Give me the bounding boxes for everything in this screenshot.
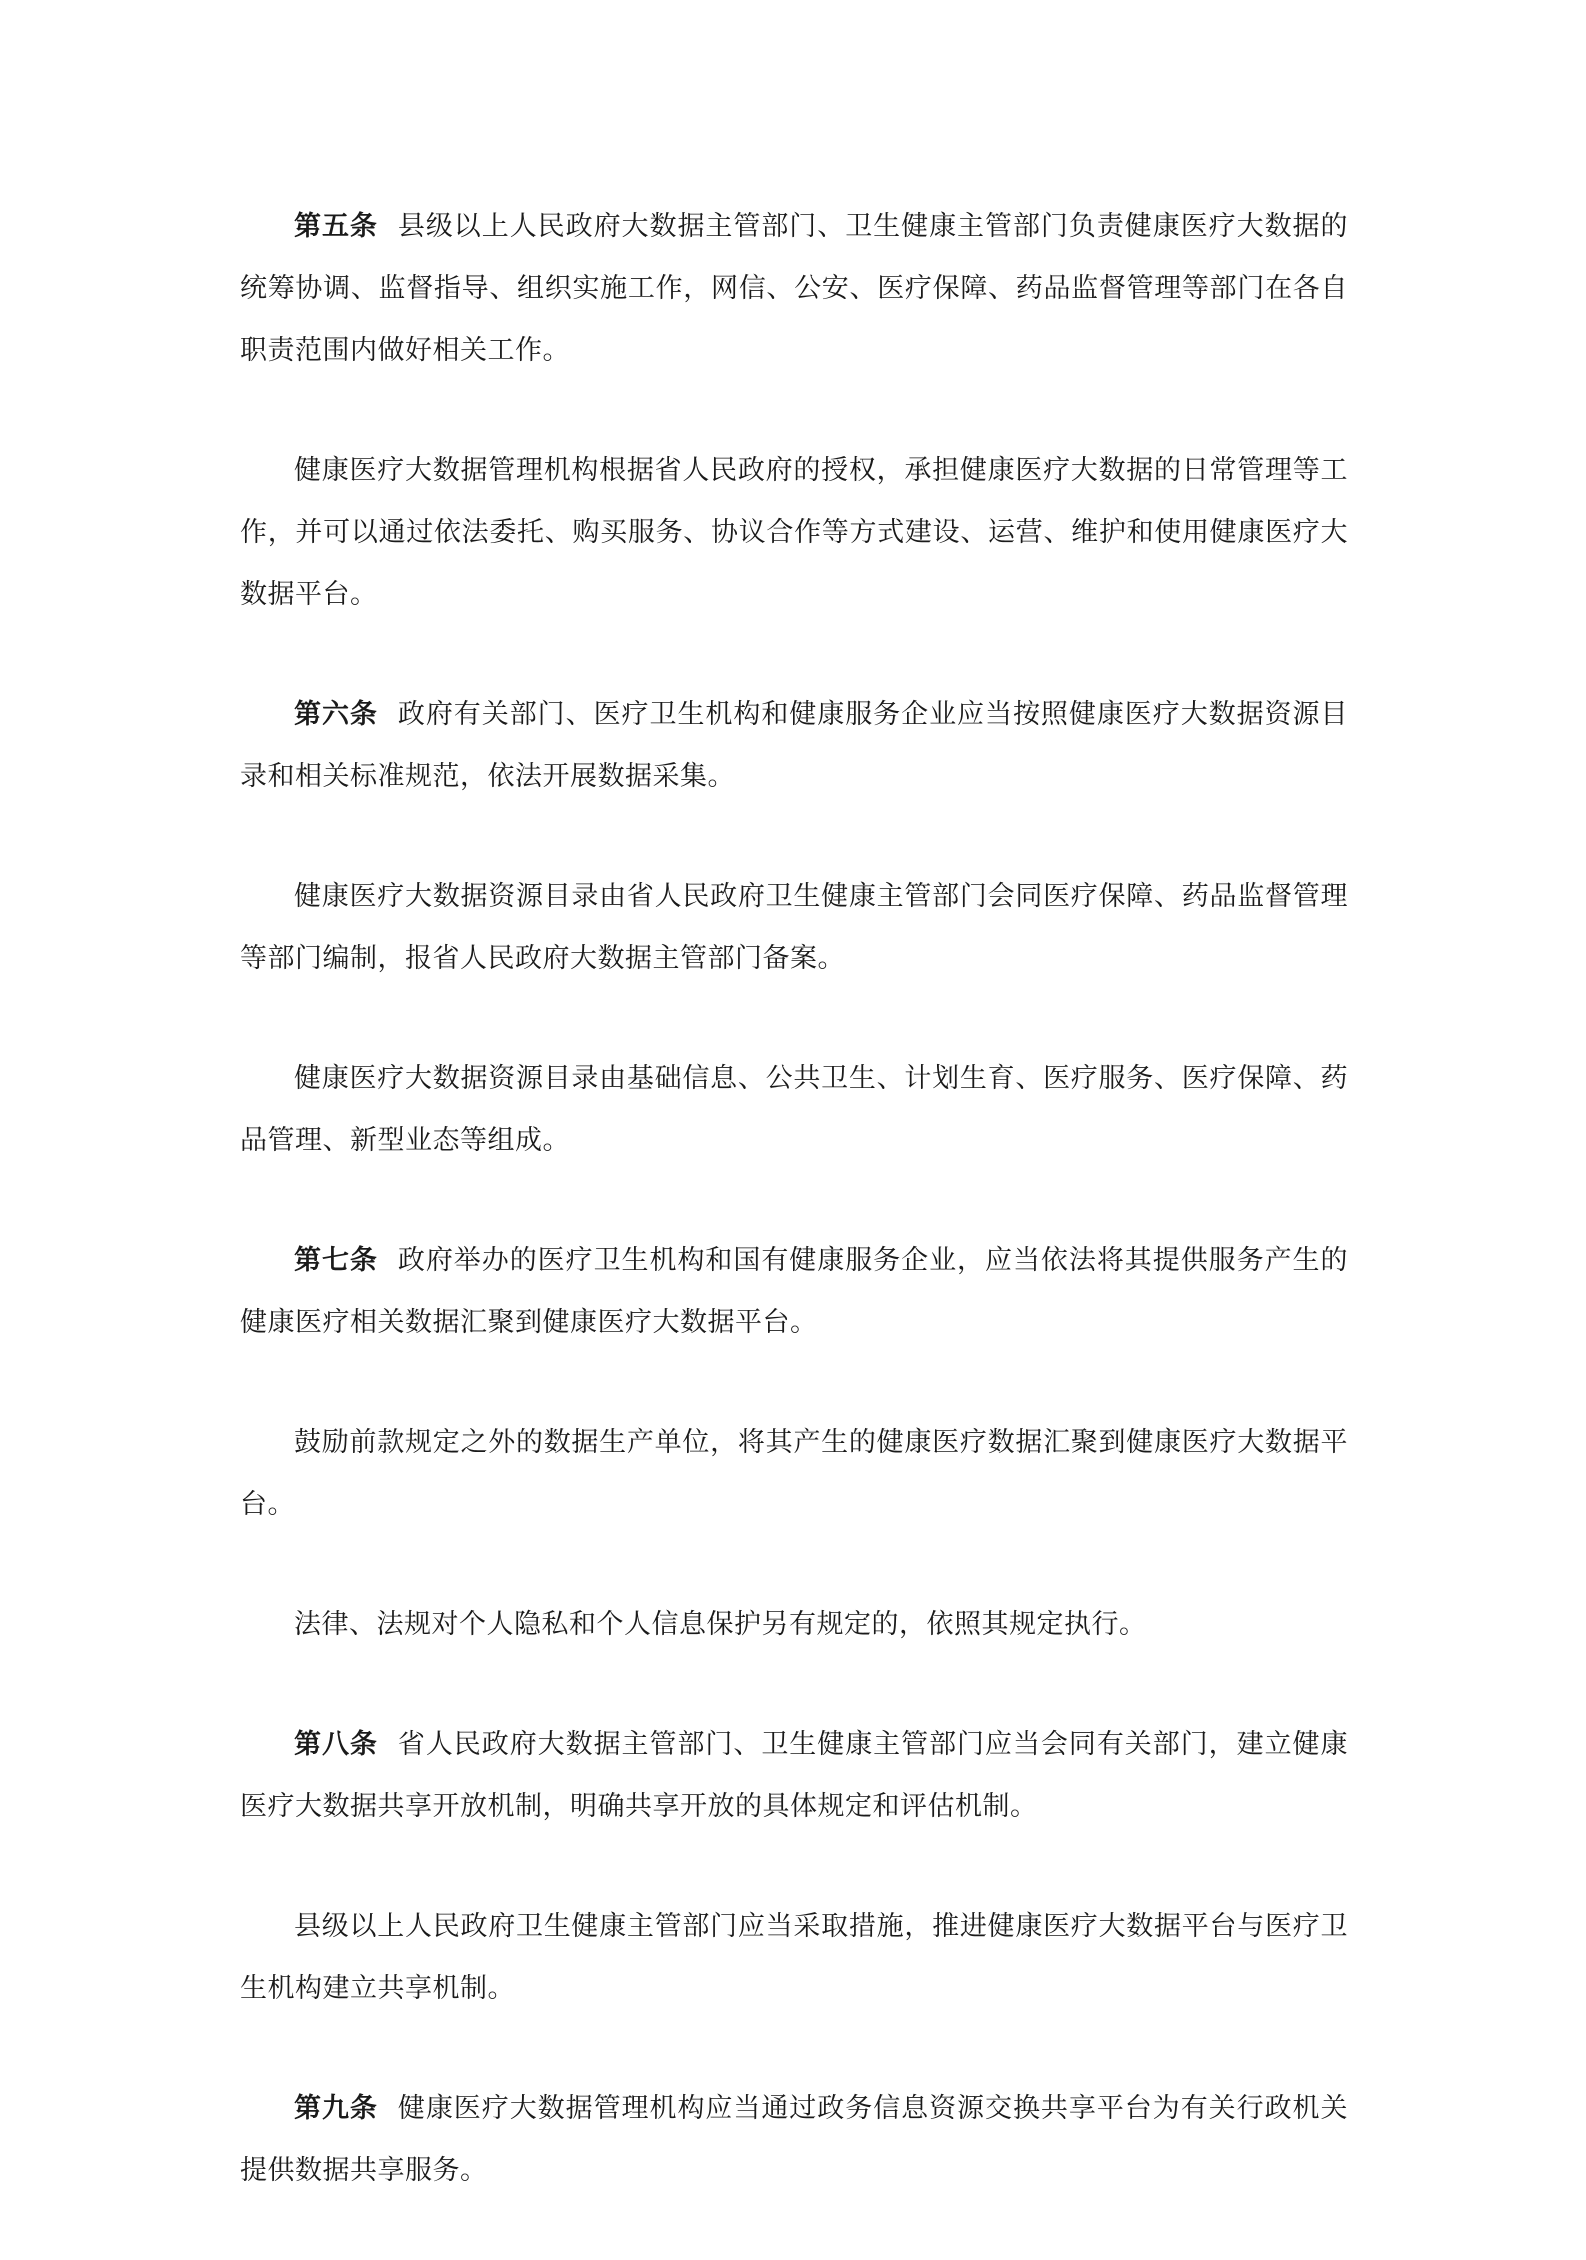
article-number: 第九条 bbox=[294, 2093, 378, 2124]
paragraph-text: 县级以上人民政府大数据主管部门、卫生健康主管部门负责健康医疗大数据的统筹协调、监督指导、组织实施工作，网信、公安、医疗保障、药品监督管理等部门在各自职责范围内做好相关工作。 bbox=[240, 211, 1348, 366]
paragraph-article-8-clause-2 bbox=[240, 1896, 1348, 2020]
paragraph-article-7-clause-3 bbox=[240, 1594, 1348, 1656]
paragraph-text: 政府举办的医疗卫生机构和国有健康服务企业，应当依法将其提供服务产生的健康医疗相关数据汇聚到健康医疗大数据平台。 bbox=[240, 1245, 1348, 1338]
paragraph-text: 健康医疗大数据资源目录由省人民政府卫生健康主管部门会同医疗保障、药品监督管理等部门编制，报省人民政府大数据主管部门备案。 bbox=[240, 881, 1348, 974]
paragraph-article-7-clause-2 bbox=[240, 1412, 1348, 1536]
document-page bbox=[240, 196, 1348, 2260]
paragraph-text: 省人民政府大数据主管部门、卫生健康主管部门应当会同有关部门，建立健康医疗大数据共享开放机制，明确共享开放的具体规定和评估机制。 bbox=[240, 1729, 1348, 1822]
paragraph-article-9 bbox=[240, 2078, 1348, 2202]
article-number: 第五条 bbox=[294, 211, 378, 242]
paragraph-article-7 bbox=[240, 1230, 1348, 1354]
paragraph-text: 县级以上人民政府卫生健康主管部门应当采取措施，推进健康医疗大数据平台与医疗卫生机构建立共享机制。 bbox=[240, 1911, 1348, 2004]
paragraph-article-5 bbox=[240, 196, 1348, 382]
paragraph-article-6 bbox=[240, 684, 1348, 808]
paragraph-text: 健康医疗大数据管理机构应当通过政务信息资源交换共享平台为有关行政机关提供数据共享服务。 bbox=[240, 2093, 1348, 2186]
paragraph-article-5-clause-2 bbox=[240, 440, 1348, 626]
paragraph-text: 政府有关部门、医疗卫生机构和健康服务企业应当按照健康医疗大数据资源目录和相关标准规范，依法开展数据采集。 bbox=[240, 699, 1348, 792]
article-number: 第七条 bbox=[294, 1245, 378, 1276]
paragraph-text: 鼓励前款规定之外的数据生产单位，将其产生的健康医疗数据汇聚到健康医疗大数据平台。 bbox=[240, 1427, 1348, 1520]
paragraph-article-6-clause-3 bbox=[240, 1048, 1348, 1172]
article-number: 第八条 bbox=[294, 1729, 378, 1760]
paragraph-text: 法律、法规对个人隐私和个人信息保护另有规定的，依照其规定执行。 bbox=[294, 1609, 1147, 1640]
paragraph-text: 健康医疗大数据管理机构根据省人民政府的授权，承担健康医疗大数据的日常管理等工作，并可以通过依法委托、购买服务、协议合作等方式建设、运营、维护和使用健康医疗大数据平台。 bbox=[240, 455, 1348, 610]
paragraph-article-6-clause-2 bbox=[240, 866, 1348, 990]
article-number: 第六条 bbox=[294, 699, 378, 730]
paragraph-article-8 bbox=[240, 1714, 1348, 1838]
paragraph-text: 健康医疗大数据资源目录由基础信息、公共卫生、计划生育、医疗服务、医疗保障、药品管理、新型业态等组成。 bbox=[240, 1063, 1348, 1156]
